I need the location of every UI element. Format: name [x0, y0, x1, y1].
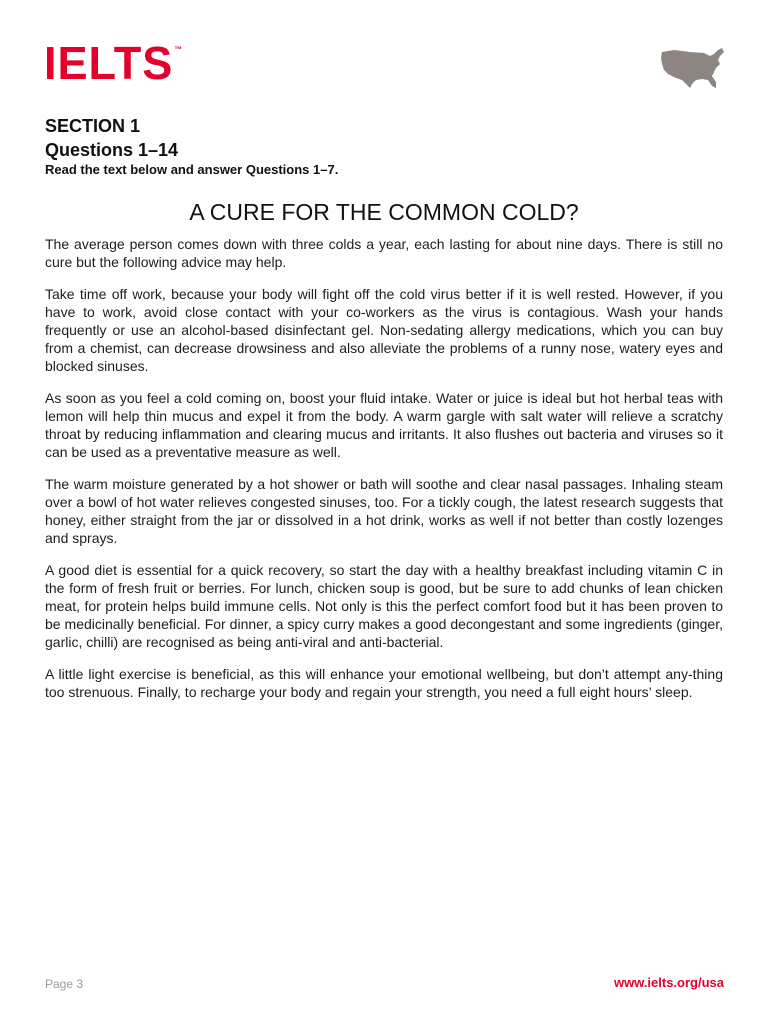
usa-map-icon	[660, 44, 726, 92]
article-paragraph: The warm moisture generated by a hot shower or bath will soothe and clear nasal passages. Inhaling steam over a bowl of hot water relieves congested sinuses, too. For a tickly cough, the latest research suggests that honey, either straight from the jar or dissolved in a hot drink, works as well if not better than costly lozenges and sprays.	[45, 476, 723, 546]
page-number: Page 3	[45, 977, 84, 991]
logo-text: IELTS	[44, 37, 174, 89]
section-title: SECTION 1	[45, 116, 141, 136]
trademark-symbol: ™	[174, 45, 183, 54]
article-paragraph: The average person comes down with three colds a year, each lasting for about nine days. There is still no cure but the following advice may help.	[45, 236, 723, 270]
article-paragraph: A good diet is essential for a quick recovery, so start the day with a healthy breakfast including vitamin C in the form of fresh fruit or berries. For lunch, chicken soup is good, but be sure to add chunks of lean chicken meat, for protein helps build immune cells. Not only is this the perfect comfort food but it has been proven to be medicinally beneficial. For dinner, a spicy curry makes a good decongestant and some ingredients (ginger, garlic, chilli) are recognised as being anti-viral and anti-bacterial.	[45, 562, 723, 650]
questions-range: Questions 1–14	[45, 140, 179, 160]
article-paragraph: As soon as you feel a cold coming on, boost your fluid intake. Water or juice is ideal but hot herbal teas with lemon will help thin mucus and expel it from the body. A warm gargle with salt water will relieve a scratchy throat by reducing inflammation and clearing mucus and irritants. It also flushes out bacteria and viruses so it can be used as a preventative measure as well.	[45, 390, 723, 460]
article-title: A CURE FOR THE COMMON COLD?	[189, 199, 579, 225]
website-link[interactable]: www.ielts.org/usa	[613, 975, 724, 990]
section-instruction: Read the text below and answer Questions 1–7.	[45, 162, 339, 177]
article-paragraph: A little light exercise is beneficial, as this will enhance your emotional wellbeing, but don’t attempt any-thing too strenuous. Finally, to recharge your body and regain your strength, you need a full eight hours’ sleep.	[45, 666, 723, 700]
article-paragraph: Take time off work, because your body will fight off the cold virus better if it is well rested. However, if you have to work, avoid close contact with your co-workers as the virus is contagious. Wash your hands frequently or use an alcohol-based disinfectant gel. Non-sedating allergy medications, which you can buy from a chemist, can decrease drowsiness and also alleviate the problems of a runny nose, watery eyes and blocked sinuses.	[45, 286, 723, 374]
ielts-logo	[44, 37, 183, 89]
article-body	[45, 235, 723, 715]
section-header	[45, 114, 725, 178]
